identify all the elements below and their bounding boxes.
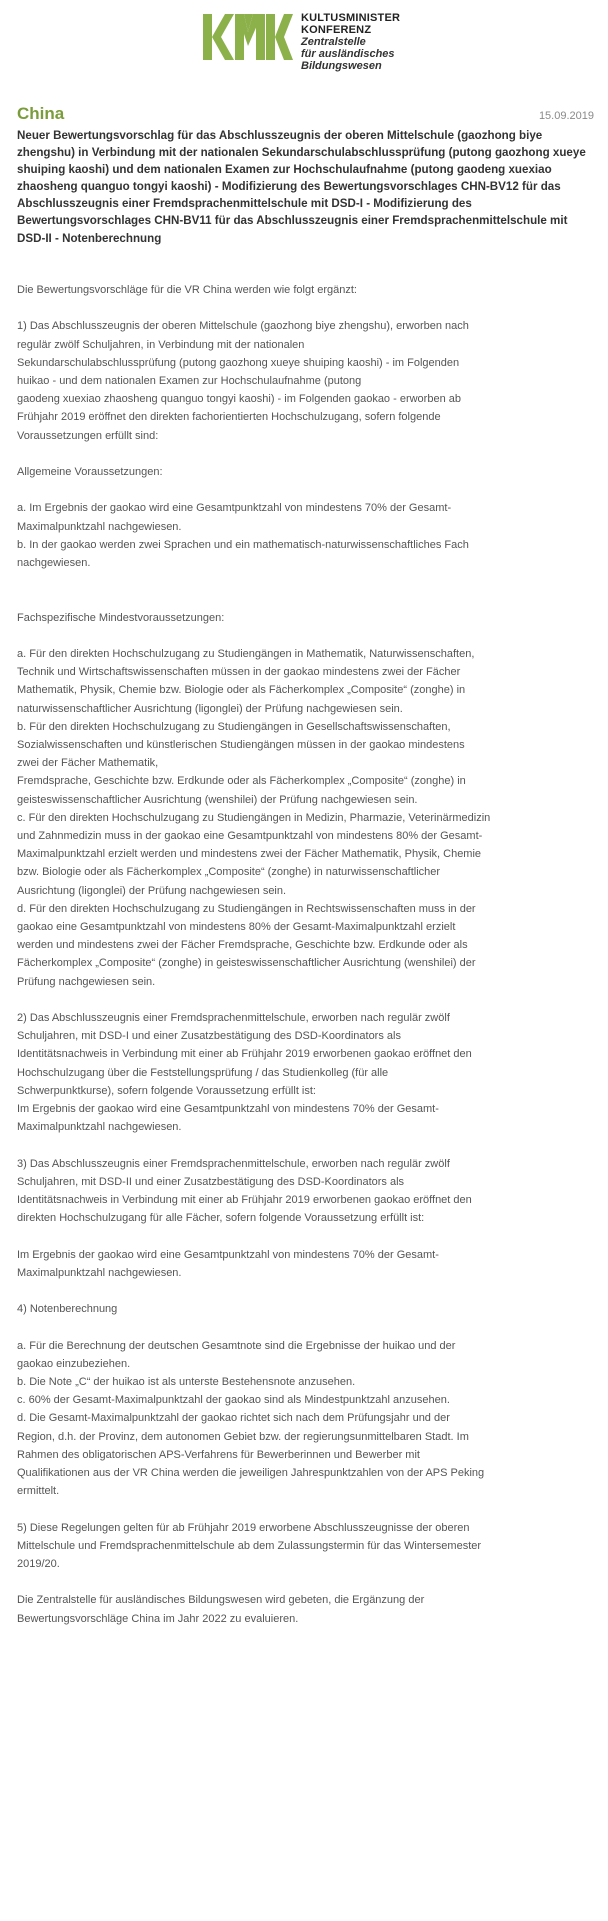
body-line: regulär zwölf Schuljahren, in Verbindung mit der nationalen bbox=[17, 338, 305, 351]
body-line: b. Die Note „C“ der huikao ist als unterste Bestehensnote anzusehen. bbox=[17, 1376, 356, 1389]
paragraph-gap bbox=[17, 991, 599, 1009]
kmk-logo-icon bbox=[203, 14, 293, 60]
body-line: Bewertungsvorschläge China im Jahr 2022 zu evaluieren. bbox=[17, 1612, 299, 1625]
body-line: gaokao einzubeziehen. bbox=[17, 1357, 131, 1370]
body-line: nachgewiesen. bbox=[17, 557, 91, 569]
body-line: naturwissenschaftlicher Ausrichtung (ligonglei) der Prüfung nachgewiesen sein. bbox=[17, 702, 403, 715]
publication-date: 15.09.2019 bbox=[538, 110, 594, 122]
body-line: b. In der gaokao werden zwei Sprachen und ein mathematisch-naturwissenschaftliches Fach bbox=[17, 538, 469, 551]
paragraph-gap bbox=[17, 445, 599, 463]
body-line: 5) Diese Regelungen gelten für ab Frühjahr 2019 erworbene Abschlusszeugnisse der oberen bbox=[17, 1521, 470, 1534]
body-line: Mittelschule und Fremdsprachenmittelschule ab dem Zulassungstermin für das Wintersemester bbox=[17, 1539, 482, 1552]
body-line: Technik und Wirtschaftswissenschaften müssen in der gaokao mindestens zwei der Fächer bbox=[17, 666, 461, 679]
body-line: 2) Das Abschlusszeugnis einer Fremdsprachenmittelschule, erworben nach regulär zwölf bbox=[17, 1012, 450, 1025]
body-line: d. Die Gesamt-Maximalpunktzahl der gaokao richtet sich nach dem Prüfungsjahr und der bbox=[17, 1412, 450, 1425]
body-line: Allgemeine Voraussetzungen: bbox=[17, 466, 163, 478]
country-title: China bbox=[17, 104, 65, 123]
body-line: Die Bewertungsvorschläge für die VR China werden wie folgt ergänzt: bbox=[17, 284, 357, 296]
body-line: d. Für den direkten Hochschulzugang zu Studiengängen in Rechtswissenschaften muss in der bbox=[17, 902, 476, 915]
body-line: 3) Das Abschlusszeugnis einer Fremdsprachenmittelschule, erworben nach regulär zwölf bbox=[17, 1157, 450, 1170]
body-line: 2019/20. bbox=[17, 1558, 60, 1571]
paragraph-gap bbox=[17, 1227, 599, 1245]
body-line: huikao - und dem nationalen Examen zur Hochschulaufnahme (putong bbox=[17, 375, 362, 387]
body-line: Die Zentralstelle für ausländisches Bildungswesen wird gebeten, die Ergänzung der bbox=[17, 1594, 425, 1607]
body-line: ermittelt. bbox=[17, 1485, 60, 1498]
body-line: Identitätsnachweis in Verbindung mit einer ab Frühjahr 2019 erworbenen gaokao eröffnet den bbox=[17, 1194, 472, 1207]
paragraph-gap bbox=[17, 1318, 599, 1336]
body-line: gaokao eine Gesamtpunktzahl von mindestens 80% der Gesamt-Maximalpunktzahl erzielt bbox=[17, 921, 456, 934]
body-line: Sekundarschulabschlussprüfung (putong gaozhong xueye shuiping kaoshi) - im Folgenden bbox=[17, 356, 460, 369]
paragraph-gap bbox=[17, 590, 599, 608]
body-line: a. Für die Berechnung der deutschen Gesamtnote sind die Ergebnisse der huikao und der bbox=[17, 1339, 456, 1352]
body-line: Im Ergebnis der gaokao wird eine Gesamtpunktzahl von mindestens 70% der Gesamt- bbox=[17, 1103, 439, 1116]
body-line: Mathematik, Physik, Chemie bzw. Biologie oder als Fächerkomplex „Composite“ (zonghe) in bbox=[17, 684, 466, 697]
body-line: Sozialwissenschaften und künstlerischen Studiengängen müssen in der gaokao mindestens bbox=[17, 738, 465, 751]
body-line: Rahmen des obligatorischen APS-Verfahrens für Bewerberinnen und Bewerber mit bbox=[17, 1448, 420, 1461]
body-line: Frühjahr 2019 eröffnet den direkten fachorientierten Hochschulzugang, sofern folgende bbox=[17, 411, 441, 424]
logo-line-1: KULTUSMINISTER bbox=[301, 12, 401, 24]
body-line: Schwerpunktkurse), sofern folgende Voraussetzung erfüllt ist: bbox=[17, 1084, 316, 1097]
body-line: Prüfung nachgewiesen sein. bbox=[17, 975, 156, 988]
paragraph-gap bbox=[17, 1573, 599, 1591]
body-line: Region, d.h. der Provinz, dem autonomen Gebiet bzw. der regierungsunmittelbaren Stadt. Im bbox=[17, 1430, 469, 1443]
body-line: Identitätsnachweis in Verbindung mit einer ab Frühjahr 2019 erworbenen gaokao eröffnet den bbox=[17, 1048, 472, 1061]
body-line: werden und mindestens zwei der Fächer Fremdsprache, Geschichte bzw. Erdkunde oder als bbox=[17, 939, 468, 952]
logo-line-3: Zentralstelle bbox=[301, 36, 366, 48]
paragraph-gap bbox=[17, 299, 599, 317]
body-line: Fachspezifische Mindestvoraussetzungen: bbox=[17, 611, 225, 624]
body-line: direkten Hochschulzugang für alle Fächer, sofern folgende Voraussetzung erfüllt ist: bbox=[17, 1212, 425, 1225]
paragraph-gap bbox=[17, 1282, 599, 1300]
paragraph-gap bbox=[17, 481, 599, 499]
body-line: b. Für den direkten Hochschulzugang zu Studiengängen in Gesellschaftswissenschaften, bbox=[17, 720, 451, 733]
body-line: Fremdsprache, Geschichte bzw. Erdkunde oder als Fächerkomplex „Composite“ (zonghe) in bbox=[17, 775, 466, 788]
body-line: a. Für den direkten Hochschulzugang zu Studiengängen in Mathematik, Naturwissenschaften, bbox=[17, 647, 475, 660]
paragraph-gap bbox=[17, 1500, 599, 1518]
body-line: Schuljahren, mit DSD-I und einer Zusatzbestätigung des DSD-Koordinators als bbox=[17, 1030, 401, 1043]
body-line: Voraussetzungen erfüllt sind: bbox=[17, 429, 159, 442]
body-line: Maximalpunktzahl erzielt werden und mindestens zwei der Fächer Mathematik, Physik, Chemie bbox=[17, 848, 482, 861]
body-line: gaodeng xuexiao zhaosheng quanguo tongyi kaoshi) - im Folgenden gaokao - erworben ab bbox=[17, 393, 461, 406]
body-line: c. Für den direkten Hochschulzugang zu Studiengängen in Medizin, Pharmazie, Veterinärmedizin bbox=[17, 811, 491, 824]
body-line: Schuljahren, mit DSD-II und einer Zusatzbestätigung des DSD-Koordinators als bbox=[17, 1175, 405, 1188]
paragraph-gap bbox=[17, 1136, 599, 1154]
body-line: geisteswissenschaftlicher Ausrichtung (wenshilei) der Prüfung nachgewiesen sein. bbox=[17, 793, 418, 806]
body-line: und Zahnmedizin muss in der gaokao eine Gesamtpunktzahl von mindestens 80% der Gesamt- bbox=[17, 830, 483, 842]
body-line: 4) Notenberechnung bbox=[17, 1303, 118, 1316]
paragraph-gap bbox=[17, 572, 599, 590]
logo-line-5: Bildungswesen bbox=[301, 60, 382, 72]
body-line: Im Ergebnis der gaokao wird eine Gesamtpunktzahl von mindestens 70% der Gesamt- bbox=[17, 1248, 439, 1261]
body-line: Hochschulzugang über die Feststellungsprüfung / das Studienkolleg (für alle bbox=[17, 1066, 389, 1079]
logo-line-4: für ausländisches bbox=[301, 48, 395, 60]
body-line: 1) Das Abschlusszeugnis der oberen Mittelschule (gaozhong biye zhengshu), erworben nach bbox=[17, 320, 469, 333]
body-line: Ausrichtung (ligonglei) der Prüfung nachgewiesen sein. bbox=[17, 884, 287, 897]
body-line: Fächerkomplex „Composite“ (zonghe) in geisteswissenschaftlicher Ausrichtung (wenshilei) der bbox=[17, 957, 476, 970]
body-line: bzw. Biologie oder als Fächerkomplex „Composite“ (zonghe) in naturwissenschaftlicher bbox=[17, 866, 441, 879]
logo-line-2: KONFERENZ bbox=[301, 24, 372, 36]
body-line: Maximalpunktzahl nachgewiesen. bbox=[17, 1266, 182, 1279]
body-line: Maximalpunktzahl nachgewiesen. bbox=[17, 520, 182, 533]
body-line: zwei der Fächer Mathematik, bbox=[17, 757, 159, 770]
header bbox=[203, 12, 400, 72]
body-line: c. 60% der Gesamt-Maximalpunktzahl der gaokao sind als Mindestpunktzahl anzusehen. bbox=[17, 1394, 450, 1407]
paragraph-gap bbox=[17, 627, 599, 645]
body-line: Maximalpunktzahl nachgewiesen. bbox=[17, 1121, 182, 1134]
article-subject: Neuer Bewertungsvorschlag für das Abschlusszeugnis der oberen Mittelschule (gaozhong biye zhengshu) in Verbindung mit der nationalen Sekundarschulabschlussprüfung (putong gaozhong xueye shuiping kaoshi) und dem nationalen Examen zur Hochschulaufnahme (putong gaodeng xuexiao zhaosheng quanguo tongyi kaoshi) - Modifizierung des Bewertungsvorschlages CHN-BV12 für das Abschlusszeugnis einer Fremdsprachenmittelschule mit DSD-I - Modifizierung des Bewertungsvorschlages CHN-BV11 für das Abschlusszeugnis einer Fremdsprachenmittelschule mit DSD-II - Notenberechnung bbox=[17, 129, 586, 245]
body-line: a. Im Ergebnis der gaokao wird eine Gesamtpunktzahl von mindestens 70% der Gesamt- bbox=[17, 502, 452, 515]
body-line: Qualifikationen aus der VR China werden die jeweiligen Jahrespunktzahlen von der APS Peking bbox=[17, 1467, 485, 1480]
logo-text bbox=[301, 12, 400, 72]
title-row bbox=[17, 104, 594, 124]
article-body bbox=[17, 281, 599, 1628]
